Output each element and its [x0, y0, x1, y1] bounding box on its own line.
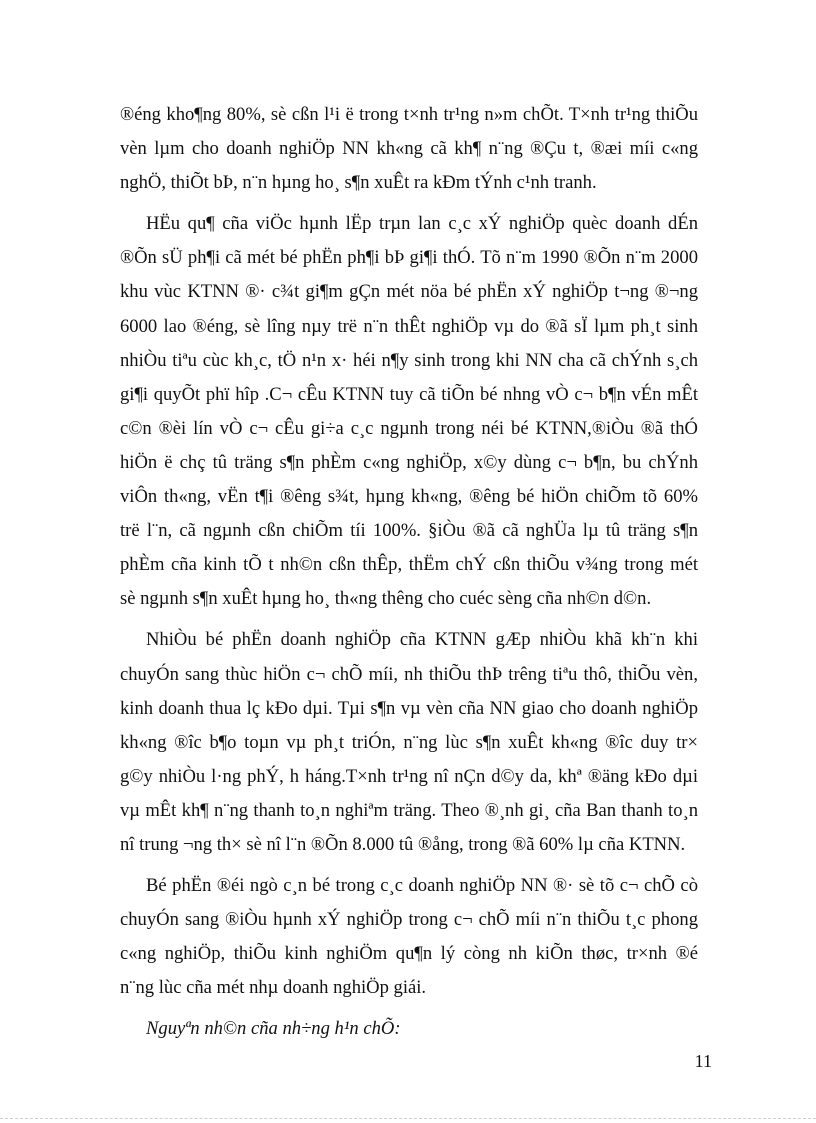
body-paragraph [120, 98, 698, 200]
text-line: nghÖ, thiÕt bÞ, n¨n hµng ho¸ s¶n xuÊt ra kÐm tÝnh c¹nh tranh. [120, 172, 597, 194]
text-line: hiÖn ë chç tû träng s¶n phÈm c«ng nghiÖp, x©y dùng c¬ b¶n, bu chÝnh [120, 451, 698, 473]
text-line: gi¶i quyÕt phï hîp .C¬ cÊu KTNN tuy cã tiÕn bé nhng vÒ c¬ b¶n vÉn mÊt [120, 383, 698, 405]
text-line: n¨ng lùc cña mét nhµ doanh nghiÖp giái. [120, 977, 427, 999]
text-line: vµ mÊt kh¶ n¨ng thanh to¸n nghiªm träng. Theo ®¸nh gi¸ cña Ban thanh to¸n [120, 799, 698, 821]
text-line: HËu qu¶ cña viÖc hµnh lËp trµn lan c¸c xÝ nghiÖp quèc doanh dÉn [146, 213, 698, 235]
text-line: phÈm cña kinh tÕ t nh©n cßn thÊp, thËm chÝ cßn thiÕu v¾ng trong mét [120, 554, 698, 576]
text-line: NhiÒu bé phËn doanh nghiÖp cña KTNN gÆp nhiÒu khã kh¨n khi [146, 629, 698, 651]
text-line: g©y nhiÒu l·ng phÝ, h háng.T×nh tr¹ng nî nÇn d©y da, khª ®äng kÐo dµi [120, 765, 698, 787]
text-line: c«ng nghiÖp, thiÕu kinh nghiÖm qu¶n lý còng nh kiÕn thøc, tr×nh ®é [120, 943, 698, 965]
text-line: sè ngµnh s¶n xuÊt hµng ho¸ th«ng thêng cho cuéc sèng cña nh©n d©n. [120, 588, 652, 610]
text-line: chuyÓn sang thùc hiÖn c¬ chÕ míi, nh thiÕu thÞ trêng tiªu thô, thiÕu vèn, [120, 663, 698, 685]
body-paragraph [120, 207, 698, 616]
body-paragraph [120, 623, 698, 862]
text-line: vèn lµm cho doanh nghiÖp NN kh«ng cã kh¶ n¨ng ®Çu t, ®æi míi c«ng [120, 138, 698, 160]
footer-divider [0, 1118, 816, 1119]
text-line: khu vùc KTNN ®· c¾t gi¶m gÇn mét nöa bé phËn xÝ nghiÖp t¬ng ®¬ng [120, 281, 698, 303]
text-line: kinh doanh thua lç kÐo dµi. Tµi s¶n vµ vèn cña NN giao cho doanh nghiÖp [120, 697, 698, 719]
section-subheading: Nguyªn nh©n cña nh÷ng h¹n chÕ: [146, 1018, 401, 1040]
body-text [120, 98, 698, 1046]
text-line: trë l¨n, cã ngµnh cßn chiÕm tíi 100%. §iÒu ®ã cã nghÜa lµ tû träng s¶n [120, 520, 698, 542]
text-line: nhiÒu tiªu cùc kh¸c, tÖ n¹n x· héi n¶y sinh trong khi NN cha cã chÝnh s¸ch [120, 349, 698, 371]
page-number: 11 [694, 1051, 712, 1071]
text-line: kh«ng ®îc b¶o toµn vµ ph¸t triÓn, n¨ng lùc s¶n xuÊt kh«ng ®îc duy tr× [120, 731, 698, 753]
text-line: ®éng kho¶ng 80%, sè cßn l¹i ë trong t×nh tr¹ng n»m chÕt. T×nh tr¹ng thiÕu [120, 104, 698, 125]
text-line: chuyÓn sang ®iÒu hµnh xÝ nghiÖp trong c¬ chÕ míi n¨n thiÕu t¸c phong [120, 909, 698, 931]
body-paragraph [120, 869, 698, 1005]
text-line: nî trung ¬ng th× sè nî l¨n ®Õn 8.000 tû ®ång, trong ®ã 60% lµ cña KTNN. [120, 833, 686, 855]
text-line: c©n ®èi lín vÒ c¬ cÊu gi÷a c¸c ngµnh trong néi bé KTNN,®iÒu ®ã thÓ [120, 417, 698, 439]
text-line: Bé phËn ®éi ngò c¸n bé trong c¸c doanh nghiÖp NN ®· sè tõ c¬ chÕ cò [146, 875, 698, 897]
text-line: ®Õn sÜ ph¶i cã mét bé phËn ph¶i bÞ gi¶i thÓ. Tõ n¨m 1990 ®Õn n¨m 2000 [120, 247, 698, 269]
text-line: 6000 lao ®éng, sè lîng nµy trë n¨n thÊt nghiÖp vµ do ®ã sÏ lµm ph¸t sinh [120, 315, 698, 337]
text-line: viÔn th«ng, vËn t¶i ®êng s¾t, hµng kh«ng, ®êng bé hiÖn chiÕm tõ 60% [120, 486, 698, 508]
